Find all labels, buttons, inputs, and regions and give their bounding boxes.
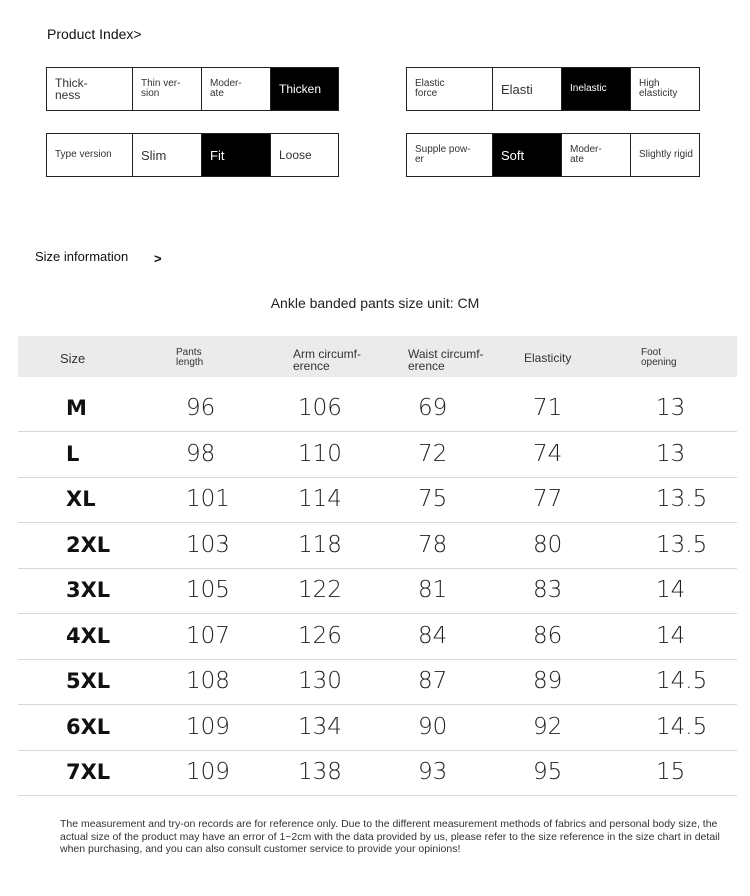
size-label: M <box>66 396 87 420</box>
softness-option-label: Supple pow- er <box>415 144 471 165</box>
table-cell: 86 <box>533 622 563 649</box>
size-chart-title: Ankle banded pants size unit: CM <box>270 295 480 311</box>
header-pants-length: Pants length <box>176 347 204 368</box>
elasticity-option-label: Inelastic <box>570 83 607 94</box>
table-cell: 15 <box>656 759 686 785</box>
table-cell: 105 <box>186 577 230 603</box>
table-cell: 90 <box>418 713 448 740</box>
elasticity-option-label: High elasticity <box>639 78 678 99</box>
table-cell: 14 <box>656 577 686 603</box>
version-option <box>270 134 338 176</box>
size-label: 5XL <box>66 669 111 693</box>
thickness-option <box>47 68 132 110</box>
table-cell: 13.5 <box>656 486 708 512</box>
table-cell: 14.5 <box>656 713 708 740</box>
version-option-label: Loose <box>279 148 312 162</box>
size-label: 4XL <box>66 623 111 648</box>
size-label: L <box>66 441 80 466</box>
version-option-label: Fit <box>210 147 225 163</box>
table-cell: 109 <box>186 713 230 740</box>
thickness-option-label: Thicken <box>279 82 322 96</box>
size-label: 3XL <box>66 578 111 602</box>
table-cell: 13.5 <box>656 531 708 558</box>
table-row <box>18 477 737 523</box>
elasticity-option <box>561 68 630 110</box>
header-arm-circumference: Arm circumf- erence <box>293 347 361 373</box>
thickness-option-label: Thin ver- sion <box>141 78 181 99</box>
size-information-arrow: > <box>154 251 162 266</box>
size-label: XL <box>66 487 96 511</box>
table-cell: 83 <box>533 577 563 603</box>
elasticity-selector <box>406 67 700 111</box>
elasticity-option-label: Elastic force <box>415 78 445 99</box>
table-cell: 95 <box>533 759 563 785</box>
table-cell: 101 <box>186 486 230 512</box>
version-selector <box>46 133 339 177</box>
table-header <box>18 336 737 377</box>
table-cell: 122 <box>298 577 342 603</box>
table-cell: 108 <box>186 668 230 694</box>
table-cell: 126 <box>298 622 342 649</box>
thickness-option <box>132 68 201 110</box>
header-size: Size <box>60 351 86 366</box>
table-cell: 110 <box>298 440 342 467</box>
table-cell: 93 <box>418 759 448 785</box>
table-cell: 72 <box>418 440 448 467</box>
elasticity-option-label: Elasti <box>501 81 533 97</box>
table-cell: 138 <box>298 759 342 785</box>
version-option-label: Slim <box>141 147 167 163</box>
table-row <box>18 614 737 660</box>
table-cell: 78 <box>418 531 448 558</box>
table-cell: 69 <box>418 395 448 421</box>
table-cell: 114 <box>298 486 342 512</box>
version-option-label: Type version <box>55 149 112 160</box>
softness-option <box>407 134 492 176</box>
size-label: 7XL <box>66 760 111 784</box>
table-row <box>18 386 737 432</box>
thickness-selector <box>46 67 339 111</box>
header-waist-circumference: Waist circumf- erence <box>408 347 484 373</box>
table-cell: 14.5 <box>656 668 708 694</box>
table-cell: 130 <box>298 668 342 694</box>
thickness-option <box>270 68 338 110</box>
version-option <box>47 134 132 176</box>
thickness-option <box>201 68 270 110</box>
table-row <box>18 705 737 751</box>
table-cell: 92 <box>533 713 563 740</box>
table-cell: 134 <box>298 713 342 740</box>
table-cell: 14 <box>656 622 686 649</box>
thickness-option-label: Moder- ate <box>210 78 242 99</box>
table-cell: 106 <box>298 395 342 421</box>
table-cell: 109 <box>186 759 230 785</box>
table-cell: 84 <box>418 622 448 649</box>
table-row <box>18 750 737 796</box>
table-cell: 87 <box>418 668 448 694</box>
softness-option-label: Slightly rigid <box>639 149 693 160</box>
table-cell: 107 <box>186 622 230 649</box>
softness-selector <box>406 133 700 177</box>
product-index-title: Product Index> <box>47 26 142 42</box>
elasticity-option <box>407 68 492 110</box>
header-elasticity: Elasticity <box>524 351 572 365</box>
table-cell: 77 <box>533 486 563 512</box>
elasticity-option <box>630 68 699 110</box>
thickness-option-label: Thick- ness <box>55 76 88 102</box>
table-row <box>18 432 737 478</box>
table-cell: 75 <box>418 486 448 512</box>
table-cell: 89 <box>533 668 563 694</box>
version-option <box>132 134 201 176</box>
size-information-title: Size information <box>35 249 129 264</box>
table-cell: 81 <box>418 577 448 603</box>
elasticity-option <box>492 68 561 110</box>
disclaimer-note: The measurement and try-on records are for reference only. Due to the different measurement methods of fabrics and personal body size, the actual size of the product may have an error of 1~2cm with the data provided by us, please refer to the size reference in the size chart in detail when purchasing, and you can also consult customer service to provide your opinions! <box>60 818 720 855</box>
softness-option <box>492 134 561 176</box>
header-foot-opening: Foot opening <box>641 347 677 368</box>
table-cell: 98 <box>186 440 216 467</box>
softness-option <box>630 134 699 176</box>
table-row <box>18 568 737 614</box>
size-label: 2XL <box>66 532 111 557</box>
table-cell: 13 <box>656 440 686 467</box>
table-cell: 13 <box>656 395 686 421</box>
table-cell: 74 <box>533 440 563 467</box>
size-label: 6XL <box>66 714 111 739</box>
table-cell: 80 <box>533 531 563 558</box>
version-option <box>201 134 270 176</box>
softness-option-label: Soft <box>501 147 525 163</box>
table-cell: 71 <box>533 395 563 421</box>
table-row <box>18 523 737 569</box>
table-cell: 103 <box>186 531 230 558</box>
table-cell: 118 <box>298 531 342 558</box>
softness-option-label: Moder- ate <box>570 144 602 165</box>
softness-option <box>561 134 630 176</box>
table-cell: 96 <box>186 395 216 421</box>
table-row <box>18 659 737 705</box>
